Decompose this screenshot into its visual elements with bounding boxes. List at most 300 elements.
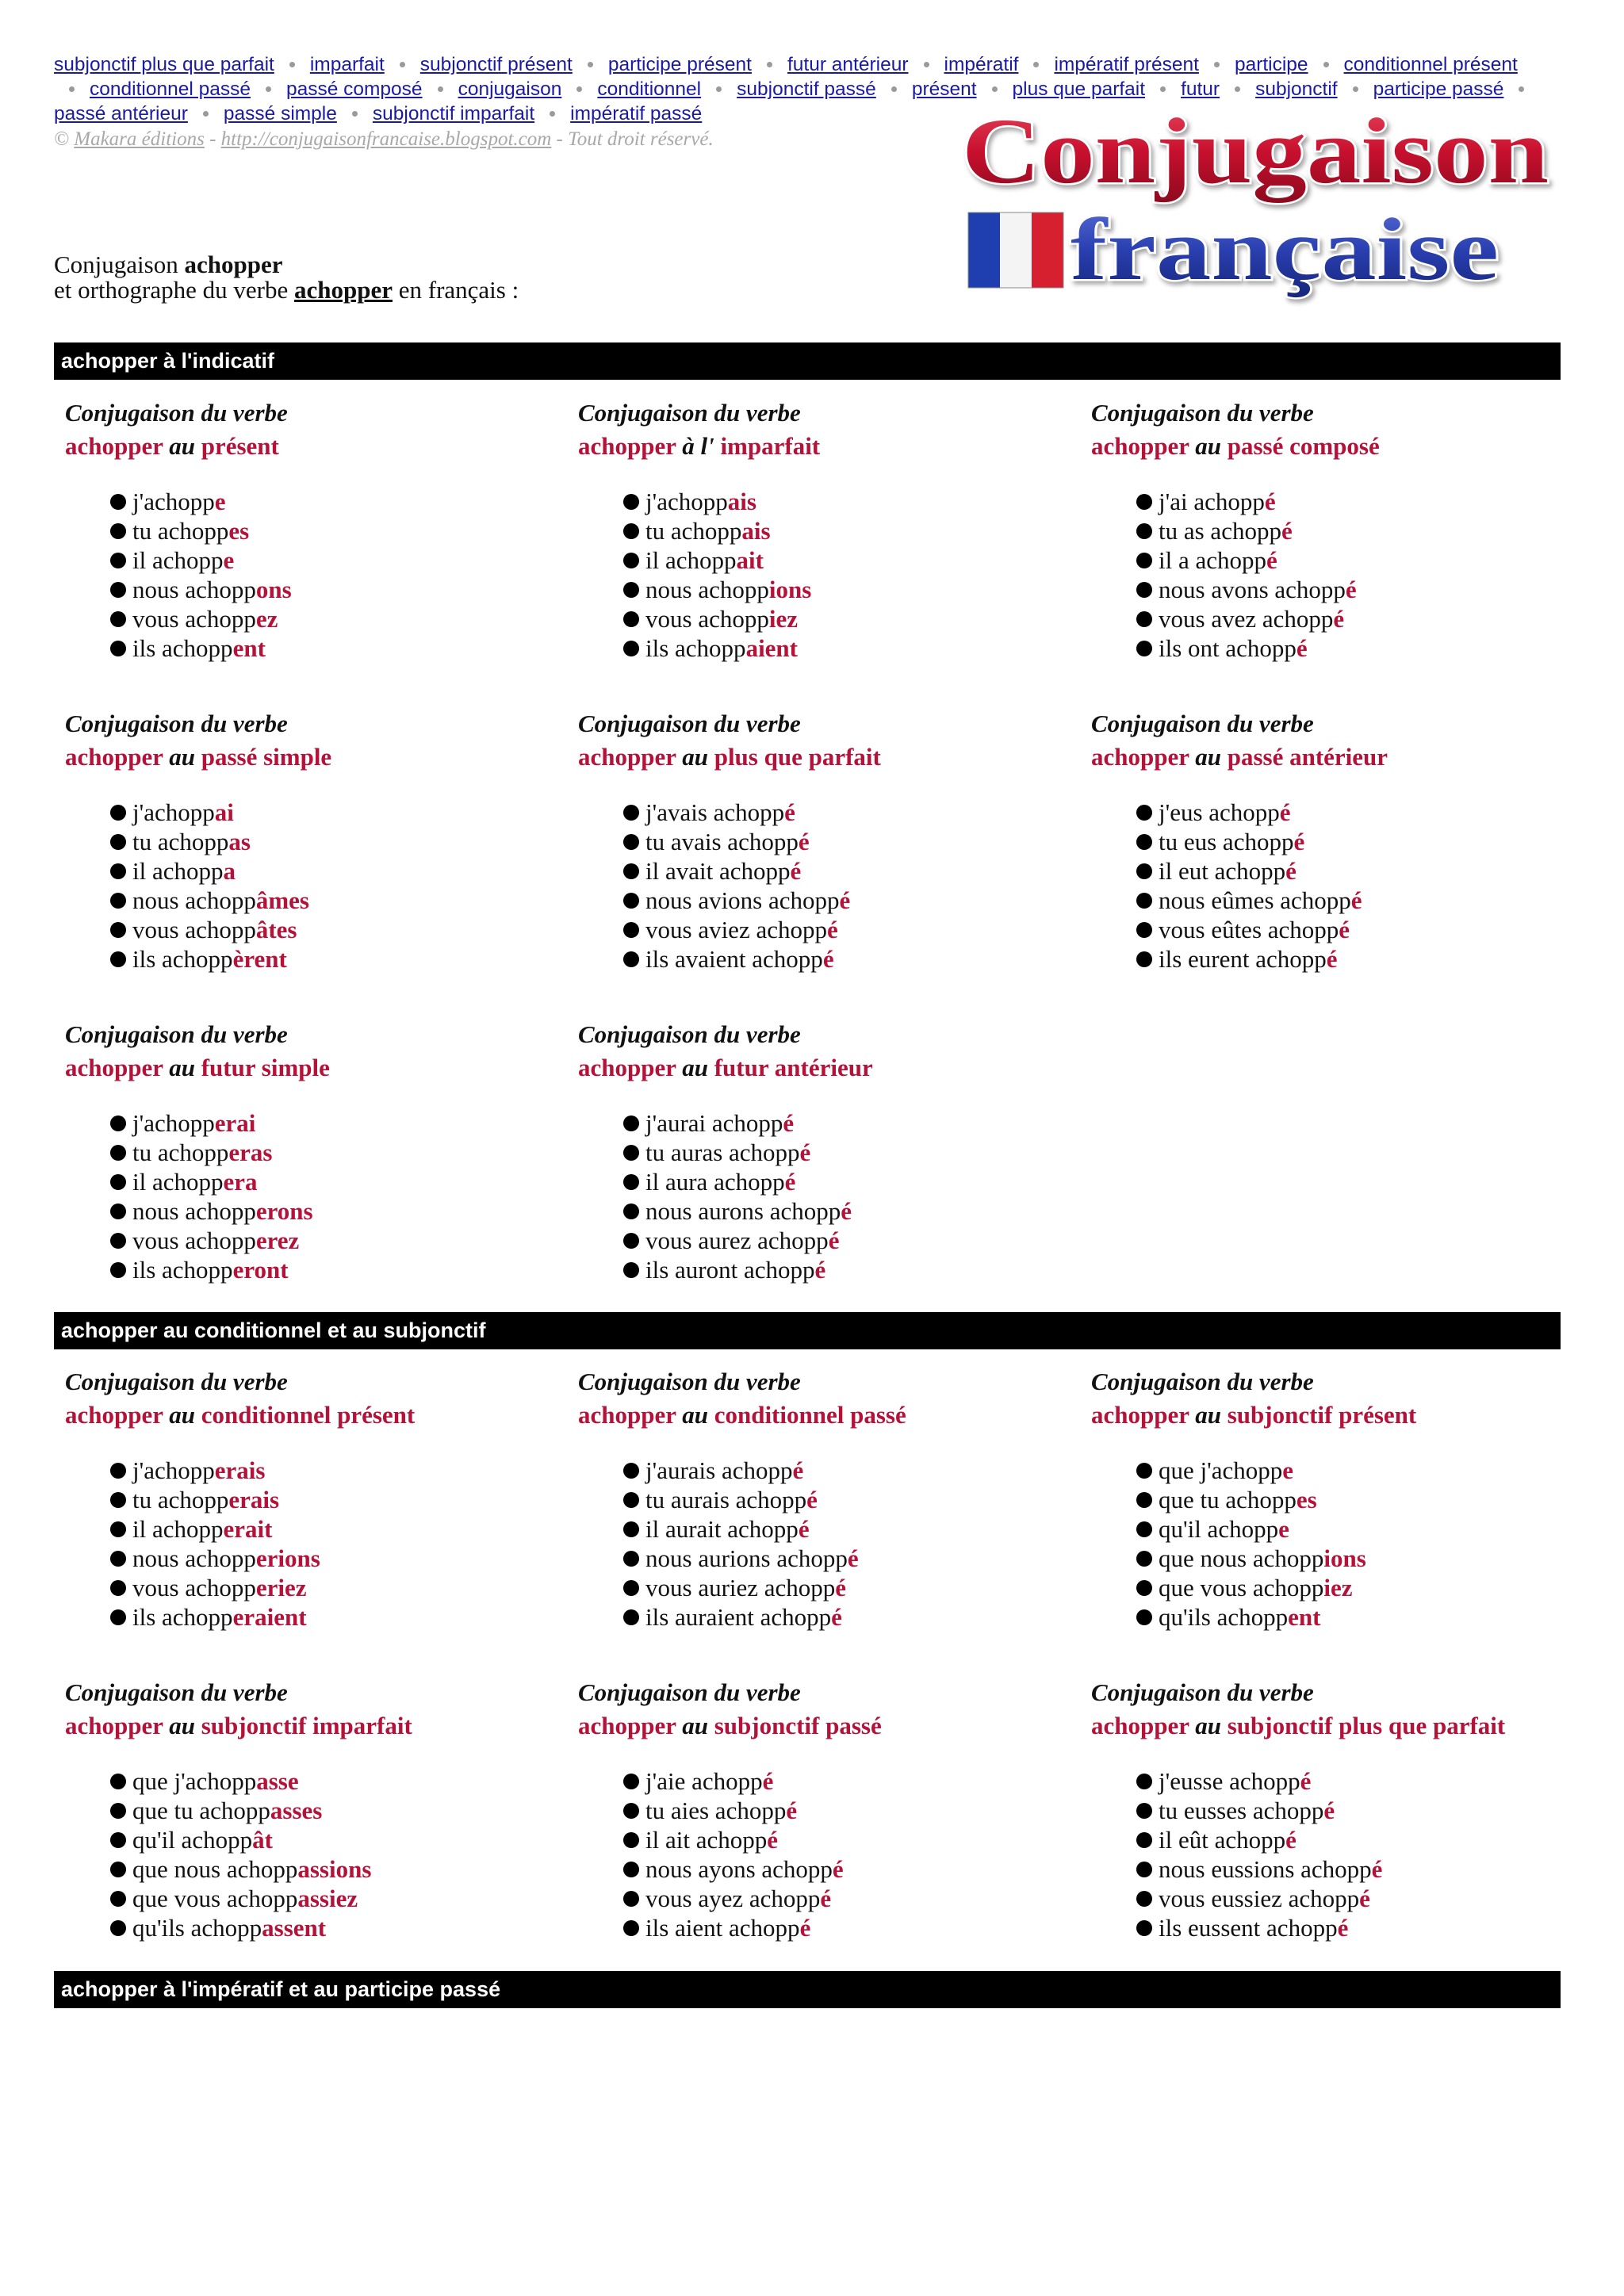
- form-ending: é: [1281, 517, 1293, 545]
- form-stem: vous aurez achopp: [645, 1226, 829, 1254]
- bullet-icon: [623, 1115, 639, 1131]
- form-stem: nous eussions achopp: [1159, 1855, 1372, 1883]
- nav-link[interactable]: subjonctif imparfait: [372, 103, 535, 124]
- logo-title-line1: Conjugaison: [962, 103, 1549, 203]
- conjugation-block: [65, 396, 557, 663]
- bullet-icon: [110, 1832, 126, 1848]
- conjugation-form: [65, 1108, 557, 1138]
- french-flag-icon: [968, 212, 1063, 288]
- block-tense: futur antérieur: [714, 1054, 873, 1081]
- nav-link[interactable]: conditionnel passé: [90, 78, 251, 100]
- conjugation-form: [65, 798, 557, 827]
- block-verb: achopper: [1091, 432, 1189, 460]
- bullet-icon: [623, 1609, 639, 1625]
- form-ending: es: [228, 517, 250, 545]
- conjugation-form: [1091, 915, 1583, 944]
- form-stem: j'eus achopp: [1159, 798, 1280, 826]
- form-ending: é: [1323, 1797, 1335, 1824]
- conjugation-form: [578, 944, 1070, 974]
- conjugation-form: [65, 633, 557, 663]
- bullet-icon: [1136, 1551, 1152, 1567]
- form-ending: é: [1339, 916, 1350, 943]
- block-tense: subjonctif passé: [714, 1712, 882, 1739]
- nav-link[interactable]: impératif passé: [570, 103, 703, 124]
- conjugation-form: [1091, 1766, 1583, 1796]
- conjugation-form: [578, 575, 1070, 604]
- conjugation-form: [1091, 516, 1583, 545]
- form-ending: é: [762, 1767, 774, 1795]
- bullet-icon: [623, 1774, 639, 1789]
- nav-link[interactable]: imparfait: [309, 54, 385, 75]
- block-tense-title: [578, 1051, 1070, 1085]
- form-stem: tu achopp: [132, 1486, 229, 1513]
- block-verb: achopper: [65, 743, 163, 771]
- bullet-icon: [110, 1174, 126, 1190]
- conjugation-form: [578, 487, 1070, 516]
- conjugation-block: [578, 1676, 1070, 1942]
- bullet-icon: [110, 582, 126, 598]
- form-ending: èrent: [232, 945, 287, 973]
- bullet-icon: [623, 1463, 639, 1479]
- form-stem: que nous achopp: [132, 1855, 298, 1883]
- nav-link[interactable]: conjugaison: [458, 78, 562, 100]
- nav-link[interactable]: subjonctif plus que parfait: [54, 54, 274, 75]
- nav-link[interactable]: participe présent: [607, 54, 752, 75]
- form-ending: é: [806, 1486, 818, 1513]
- conjugation-form: [65, 827, 557, 856]
- form-stem: j'eusse achopp: [1159, 1767, 1300, 1795]
- form-ending: é: [784, 798, 795, 826]
- bullet-icon: [623, 951, 639, 967]
- form-stem: j'achopp: [132, 488, 215, 515]
- form-ending: é: [1266, 546, 1277, 574]
- form-ending: é: [783, 1109, 795, 1137]
- conjugation-form: [65, 487, 557, 516]
- block-tense: subjonctif imparfait: [201, 1712, 412, 1739]
- bullet-icon: [623, 523, 639, 539]
- bullet-icon: [1136, 922, 1152, 938]
- form-ending: erez: [255, 1226, 300, 1254]
- block-tense-title: [578, 740, 1070, 774]
- bullet-icon: [623, 641, 639, 656]
- bullet-icon: [1136, 1580, 1152, 1596]
- form-ending: e: [223, 546, 235, 574]
- conjugation-form: [1091, 1456, 1583, 1485]
- nav-link[interactable]: passé antérieur: [54, 103, 188, 124]
- bullet-separator-icon: [1323, 62, 1329, 67]
- form-stem: il ait achopp: [645, 1826, 768, 1854]
- nav-link[interactable]: passé composé: [285, 78, 423, 100]
- form-stem: vous achopp: [132, 1574, 256, 1601]
- bullet-icon: [1136, 1492, 1152, 1508]
- form-ending: é: [828, 1226, 840, 1254]
- conjugation-block: [1091, 1365, 1583, 1632]
- bullet-separator-icon: [891, 86, 897, 92]
- bullet-separator-icon: [1353, 86, 1358, 92]
- bullet-icon: [1136, 1862, 1152, 1877]
- form-stem: qu'ils achopp: [1159, 1603, 1289, 1631]
- bullet-icon: [1136, 805, 1152, 821]
- bullet-icon: [110, 523, 126, 539]
- block-tense: conditionnel présent: [201, 1401, 416, 1429]
- conjugation-form: [1091, 1884, 1583, 1913]
- bullet-icon: [623, 1862, 639, 1877]
- forms-list: [578, 1766, 1070, 1942]
- bullet-icon: [110, 1891, 126, 1907]
- form-stem: que j'achopp: [1159, 1456, 1283, 1484]
- form-stem: nous achopp: [645, 576, 769, 603]
- conjugation-block: [1091, 1676, 1583, 1942]
- form-stem: tu achopp: [132, 517, 229, 545]
- block-tense: présent: [201, 432, 279, 460]
- form-ending: e: [214, 488, 226, 515]
- form-stem: il achopp: [132, 857, 224, 885]
- bullet-icon: [110, 553, 126, 568]
- bullet-icon: [110, 1920, 126, 1936]
- bullet-separator-icon: [576, 86, 582, 92]
- nav-link[interactable]: conditionnel présent: [1343, 54, 1518, 75]
- conjugation-form: [65, 1138, 557, 1167]
- form-stem: nous aurons achopp: [645, 1197, 841, 1225]
- form-ending: é: [799, 1138, 811, 1166]
- form-ending: é: [814, 1256, 826, 1284]
- bullet-separator-icon: [767, 62, 772, 67]
- form-ending: é: [822, 945, 834, 973]
- form-stem: vous achopp: [132, 916, 256, 943]
- form-ending: erais: [228, 1486, 280, 1513]
- nav-link[interactable]: futur: [1181, 78, 1220, 100]
- nav-link[interactable]: subjonctif présent: [419, 54, 573, 75]
- form-stem: vous eussiez achopp: [1159, 1885, 1360, 1912]
- form-ending: erait: [223, 1515, 273, 1543]
- conjugation-form: [1091, 1825, 1583, 1854]
- form-ending: é: [1350, 886, 1362, 914]
- nav-link[interactable]: passé simple: [223, 103, 337, 124]
- conjugation-form: [65, 1196, 557, 1226]
- bullet-icon: [110, 1521, 126, 1537]
- bullet-icon: [110, 1262, 126, 1278]
- form-stem: nous achopp: [132, 1197, 256, 1225]
- bullet-icon: [110, 951, 126, 967]
- copyright-symbol: ©: [54, 128, 69, 150]
- block-tense: futur simple: [201, 1054, 330, 1081]
- form-ending: é: [790, 857, 802, 885]
- block-tense-title: [65, 1051, 557, 1085]
- conjugation-form: [1091, 827, 1583, 856]
- block-title-prefix: Conjugaison du verbe: [578, 1678, 801, 1706]
- bullet-icon: [1136, 553, 1152, 568]
- bullet-icon: [110, 1145, 126, 1161]
- form-stem: vous ayez achopp: [645, 1885, 821, 1912]
- bullet-icon: [110, 1803, 126, 1819]
- conjugation-form: [65, 944, 557, 974]
- conjugation-form: [578, 1766, 1070, 1796]
- bullet-icon: [110, 805, 126, 821]
- conjugation-form: [1091, 856, 1583, 886]
- form-ending: eras: [228, 1138, 273, 1166]
- block-verb: achopper: [65, 1712, 163, 1739]
- block-connector: au: [682, 743, 708, 771]
- form-stem: il eût achopp: [1159, 1826, 1286, 1854]
- form-stem: que j'achopp: [132, 1767, 257, 1795]
- conjugation-block: [1091, 707, 1583, 974]
- bullet-icon: [623, 863, 639, 879]
- form-ending: é: [767, 1826, 778, 1854]
- form-ending: é: [1279, 798, 1291, 826]
- copyright-dash: -: [204, 128, 221, 150]
- block-tense-title: [578, 430, 1070, 463]
- conjugation-form: [1091, 545, 1583, 575]
- nav-link[interactable]: présent: [911, 78, 977, 100]
- conjugation-form: [1091, 1854, 1583, 1884]
- conjugation-form: [578, 1913, 1070, 1942]
- form-ending: eront: [232, 1256, 289, 1284]
- conjugation-form: [1091, 1796, 1583, 1825]
- conjugation-block: [65, 1676, 557, 1942]
- form-ending: ai: [214, 798, 234, 826]
- block-connector: au: [1195, 432, 1221, 460]
- block-tense: imparfait: [720, 432, 821, 460]
- block-tense-title: [65, 1709, 557, 1743]
- conjugation-form: [578, 1108, 1070, 1138]
- conjugation-form: [65, 1544, 557, 1573]
- forms-list: [65, 1766, 557, 1942]
- copyright-line: [54, 128, 714, 151]
- nav-link[interactable]: participe: [1234, 54, 1308, 75]
- form-stem: qu'il achopp: [132, 1826, 253, 1854]
- conjugation-form: [578, 1138, 1070, 1167]
- form-stem: j'ai achopp: [1159, 488, 1265, 515]
- section-bar-imperatif-participe: achopper à l'impératif et au participe passé: [54, 1971, 1561, 2008]
- block-tense-title: [1091, 430, 1583, 463]
- block-title-prefix: Conjugaison du verbe: [578, 710, 801, 737]
- form-ending: e: [1278, 1515, 1289, 1543]
- form-ending: ait: [736, 546, 764, 574]
- bullet-separator-icon: [1033, 62, 1039, 67]
- block-title-prefix: Conjugaison du verbe: [578, 399, 801, 427]
- bullet-icon: [623, 1492, 639, 1508]
- form-ending: eriez: [255, 1574, 307, 1601]
- block-tense: plus que parfait: [714, 743, 881, 771]
- bullet-separator-icon: [400, 62, 405, 67]
- form-stem: il achopp: [132, 1168, 224, 1196]
- conjugation-form: [65, 856, 557, 886]
- block-verb: achopper: [578, 743, 676, 771]
- block-verb: achopper: [578, 1401, 676, 1429]
- form-stem: vous auriez achopp: [645, 1574, 836, 1601]
- bullet-icon: [1136, 1832, 1152, 1848]
- form-stem: ils auraient achopp: [645, 1603, 832, 1631]
- form-stem: que nous achopp: [1159, 1544, 1324, 1572]
- form-stem: tu as achopp: [1159, 517, 1281, 545]
- form-ending: é: [839, 886, 851, 914]
- form-stem: j'aie achopp: [645, 1767, 763, 1795]
- conjugation-form: [65, 1854, 557, 1884]
- form-ending: é: [831, 1603, 842, 1631]
- form-stem: vous achopp: [645, 605, 769, 633]
- block-verb: achopper: [65, 1054, 163, 1081]
- form-ending: erais: [214, 1456, 266, 1484]
- conjugation-form: [578, 604, 1070, 633]
- conjugation-form: [1091, 604, 1583, 633]
- form-ending: é: [1337, 1914, 1349, 1942]
- bullet-icon: [110, 893, 126, 909]
- block-connector: au: [1195, 743, 1221, 771]
- form-ending: é: [1345, 576, 1357, 603]
- block-tense-title: [1091, 740, 1583, 774]
- conjugation-form: [65, 1913, 557, 1942]
- bullet-icon: [110, 1233, 126, 1249]
- form-stem: tu avais achopp: [645, 828, 799, 855]
- block-verb: achopper: [1091, 743, 1189, 771]
- bullet-icon: [623, 893, 639, 909]
- section-bar-conditionnel-subjonctif: achopper au conditionnel et au subjonctif: [54, 1312, 1561, 1349]
- nav-link[interactable]: impératif: [944, 54, 1019, 75]
- block-tense: passé simple: [201, 743, 332, 771]
- bullet-icon: [623, 1891, 639, 1907]
- conjugation-form: [578, 827, 1070, 856]
- form-stem: vous achopp: [132, 605, 256, 633]
- bullet-icon: [110, 1862, 126, 1877]
- conjugation-form: [65, 575, 557, 604]
- logo-title-line2: française: [1071, 201, 1499, 299]
- conjugation-block: [65, 707, 557, 974]
- bullet-icon: [623, 1203, 639, 1219]
- bullet-icon: [110, 1203, 126, 1219]
- intro-verb-link[interactable]: achopper: [294, 276, 393, 304]
- intro-verb: achopper: [184, 251, 283, 278]
- intro-text: [54, 252, 519, 303]
- bullet-icon: [1136, 1803, 1152, 1819]
- form-ending: as: [228, 828, 251, 855]
- form-stem: tu aies achopp: [645, 1797, 787, 1824]
- form-ending: iez: [1323, 1574, 1353, 1601]
- form-ending: é: [1359, 1885, 1370, 1912]
- nav-link[interactable]: impératif présent: [1054, 54, 1199, 75]
- nav-link[interactable]: subjonctif passé: [737, 78, 876, 100]
- bullet-icon: [623, 834, 639, 850]
- form-stem: j'achopp: [132, 798, 215, 826]
- conjugation-block: [578, 396, 1070, 663]
- conjugation-form: [65, 516, 557, 545]
- form-ending: assions: [297, 1855, 372, 1883]
- forms-list: [578, 1108, 1070, 1284]
- conjugation-form: [1091, 1544, 1583, 1573]
- form-ending: eraient: [232, 1603, 307, 1631]
- bullet-icon: [623, 1920, 639, 1936]
- form-stem: j'aurai achopp: [645, 1109, 783, 1137]
- conjugation-form: [578, 633, 1070, 663]
- bullet-icon: [623, 1174, 639, 1190]
- site-url-link[interactable]: http://conjugaisonfrancaise.blogspot.com: [220, 128, 552, 150]
- block-title-prefix: Conjugaison du verbe: [65, 399, 288, 427]
- form-ending: é: [847, 1544, 859, 1572]
- block-tense: passé antérieur: [1227, 743, 1388, 771]
- block-connector: au: [169, 1054, 195, 1081]
- form-stem: que tu achopp: [1159, 1486, 1297, 1513]
- bullet-separator-icon: [203, 111, 209, 117]
- bullet-separator-icon: [352, 111, 358, 117]
- bullet-icon: [623, 1233, 639, 1249]
- form-ending: ât: [252, 1826, 273, 1854]
- conjugation-form: [1091, 944, 1583, 974]
- bullet-separator-icon: [1160, 86, 1166, 92]
- bullet-icon: [110, 1609, 126, 1625]
- block-tense: subjonctif plus que parfait: [1227, 1712, 1506, 1739]
- conjugation-form: [578, 1825, 1070, 1854]
- conjugation-form: [578, 516, 1070, 545]
- conjugation-block: [1091, 396, 1583, 663]
- form-stem: vous avez achopp: [1159, 605, 1334, 633]
- forms-list: [65, 487, 557, 663]
- bullet-separator-icon: [588, 62, 593, 67]
- bullet-icon: [623, 1262, 639, 1278]
- bullet-icon: [110, 641, 126, 656]
- conjugation-form: [578, 1226, 1070, 1255]
- nav-link[interactable]: subjonctif: [1255, 78, 1338, 100]
- conjugation-form: [1091, 798, 1583, 827]
- nav-link[interactable]: plus que parfait: [1012, 78, 1146, 100]
- bullet-icon: [623, 1521, 639, 1537]
- forms-list: [578, 798, 1070, 974]
- nav-link[interactable]: conditionnel: [597, 78, 702, 100]
- form-ending: é: [798, 828, 810, 855]
- conjugation-form: [578, 1544, 1070, 1573]
- form-stem: nous avons achopp: [1159, 576, 1346, 603]
- forms-list: [65, 798, 557, 974]
- form-stem: tu aurais achopp: [645, 1486, 807, 1513]
- block-connector: au: [1195, 1401, 1221, 1429]
- form-stem: j'achopp: [132, 1109, 215, 1137]
- form-stem: ils aient achopp: [645, 1914, 800, 1942]
- form-stem: ils auront achopp: [645, 1256, 815, 1284]
- forms-list: [1091, 798, 1583, 974]
- bullet-icon: [110, 922, 126, 938]
- form-ending: asses: [270, 1797, 323, 1824]
- block-verb: achopper: [1091, 1712, 1189, 1739]
- intro-line2-end: en français :: [393, 276, 519, 304]
- form-ending: a: [223, 857, 236, 885]
- bullet-icon: [623, 805, 639, 821]
- block-verb: achopper: [578, 1712, 676, 1739]
- block-tense-title: [65, 1399, 557, 1432]
- form-stem: tu achopp: [132, 828, 229, 855]
- bullet-icon: [1136, 523, 1152, 539]
- form-stem: qu'ils achopp: [132, 1914, 262, 1942]
- bullet-icon: [1136, 834, 1152, 850]
- nav-link[interactable]: futur antérieur: [787, 54, 909, 75]
- block-verb: achopper: [578, 432, 676, 460]
- nav-link[interactable]: participe passé: [1373, 78, 1504, 100]
- conjugation-form: [578, 1514, 1070, 1544]
- form-stem: ils eussent achopp: [1159, 1914, 1338, 1942]
- block-connector: au: [1195, 1712, 1221, 1739]
- form-stem: ils ont achopp: [1159, 634, 1297, 662]
- conjugation-block: [65, 1365, 557, 1632]
- form-ending: é: [1264, 488, 1276, 515]
- bullet-icon: [1136, 582, 1152, 598]
- form-ending: é: [1296, 634, 1308, 662]
- bullet-icon: [623, 1832, 639, 1848]
- bullet-icon: [110, 1551, 126, 1567]
- conjugation-form: [65, 1602, 557, 1632]
- conjugation-form: [578, 915, 1070, 944]
- form-ending: ions: [1323, 1544, 1366, 1572]
- block-title-prefix: Conjugaison du verbe: [1091, 1678, 1314, 1706]
- publisher-link[interactable]: Makara éditions: [74, 128, 205, 150]
- form-ending: é: [835, 1574, 847, 1601]
- form-ending: é: [826, 916, 838, 943]
